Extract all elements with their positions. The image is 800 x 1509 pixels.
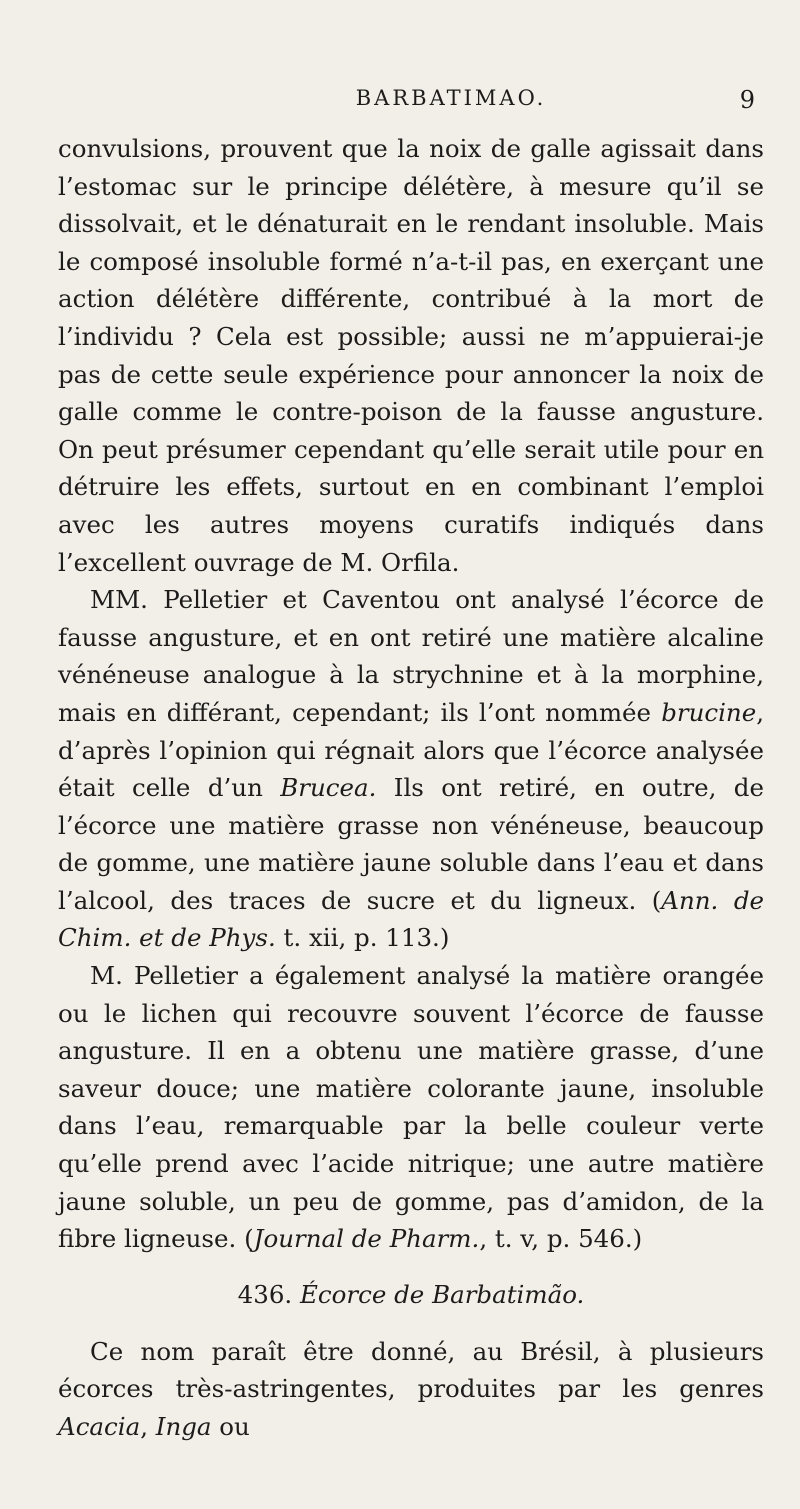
paragraph-barbatimao: Ce nom paraît être donné, au Brésil, à plusieurs écorces très-astringentes, produites par les genres Acacia, Inga ou bbox=[58, 1336, 764, 1441]
genus-inga: Inga bbox=[155, 1412, 212, 1441]
term-brucea: Brucea. bbox=[280, 773, 377, 803]
paragraph-continuation: convulsions, prouvent que la noix de galle agissait dans l’estomac sur le principe délétère, à mesure qu’il se dissolvait, et le dénaturait en le rendant insoluble. Mais le composé insoluble formé n’a-t-il pas, en exerçant une action délétère différente, contribué à la mort de l’individu ? Cela est possible; aussi ne m’appuierai-je pas de cette seule expérience pour annoncer la noix de galle comme le contre-poison de la fausse angusture. On peut présumer cependant qu’elle serait utile pour en détruire les effets, surtout en en combinant l’emploi avec les autres moyens curatifs indiqués dans l’excellent ouvrage de M. Orfila. bbox=[58, 134, 764, 577]
book-page bbox=[0, 86, 800, 1509]
paragraph-pelletier-caventou: MM. Pelletier et Caventou ont analysé l’écorce de fausse angusture, et en ont retiré une matière alcaline vénéneuse analogue à la strychnine et à la morphine, mais en différant, cependant; ils l’ont nommée brucine, d’après l’opinion qui régnait alors que l’écorce analysée était celle d’un Brucea. Ils ont retiré, en outre, de l’écorce une matière grasse non vénéneuse, beaucoup de gomme, une matière jaune soluble dans l’eau et dans l’alcool, des traces de sucre et du ligneux. (Ann. de Chim. et de Phys. t. xii, p. 113.) bbox=[58, 585, 764, 953]
term-brucine: brucine bbox=[661, 697, 757, 727]
running-head bbox=[58, 86, 764, 126]
genus-acacia: Acacia bbox=[58, 1412, 141, 1441]
citation-journal-pharm: Journal de Pharm. bbox=[253, 1224, 480, 1254]
citation-ann-chim: Ann. de Chim. et de Phys. bbox=[58, 885, 764, 953]
body-text bbox=[58, 130, 764, 1446]
section-number: 436. bbox=[237, 1279, 293, 1309]
running-title: BARBATIMAO. bbox=[355, 86, 547, 110]
page-number: 9 bbox=[739, 86, 758, 114]
paragraph-pelletier-lichen: M. Pelletier a également analysé la matière orangée ou le lichen qui recouvre souvent l’écorce de fausse angusture. Il en a obtenu une matière grasse, d’une saveur douce; une matière colorante jaune, insoluble dans l’eau, remarquable par la belle couleur verte qu’elle prend avec l’acide nitrique; une autre matière jaune soluble, un peu de gomme, pas d’amidon, de la fibre ligneuse. (Journal de Pharm., t. v, p. 546.) bbox=[58, 961, 764, 1254]
section-title: Écorce de Barbatimão. bbox=[300, 1279, 585, 1309]
section-heading bbox=[58, 1280, 764, 1309]
